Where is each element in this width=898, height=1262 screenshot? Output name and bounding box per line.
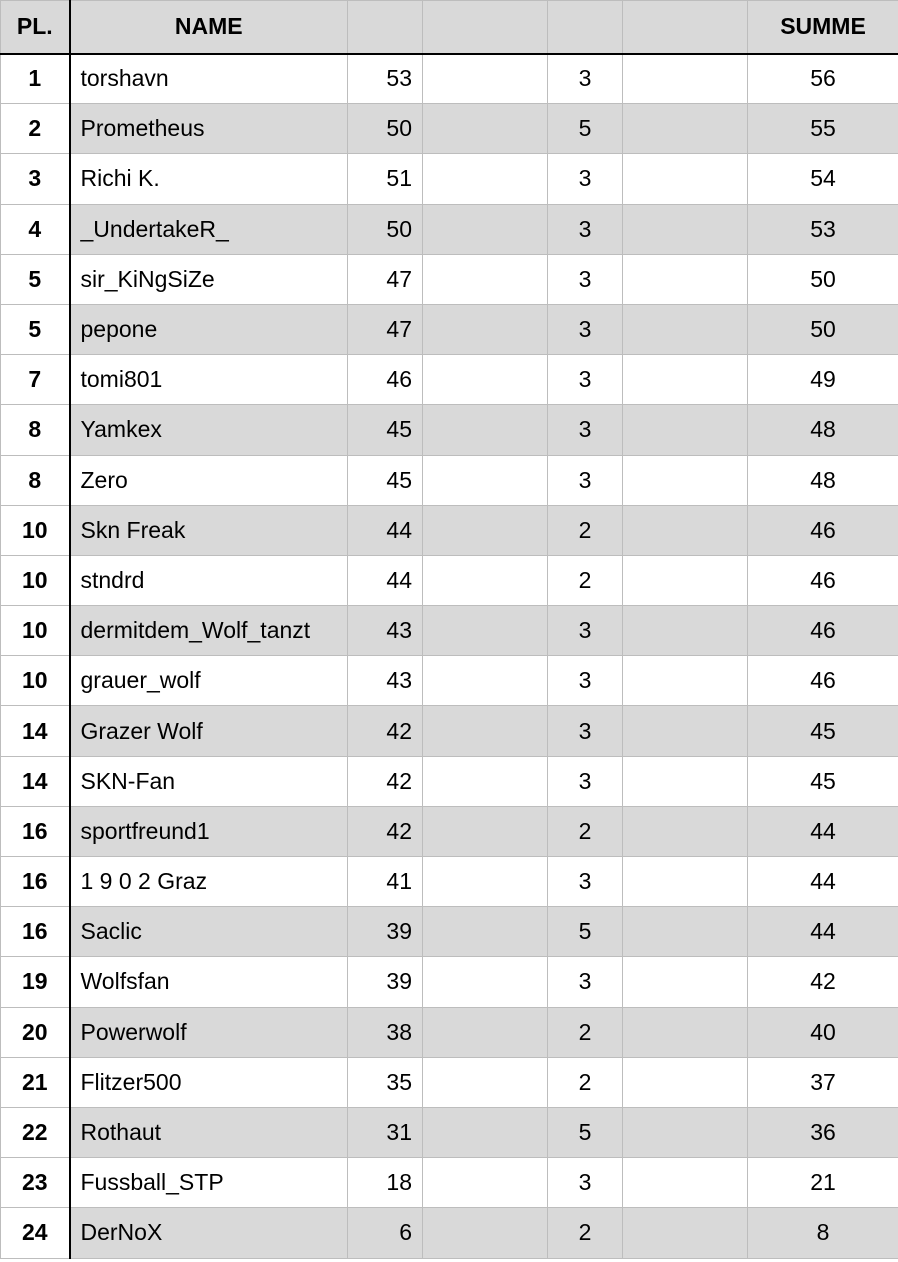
summe-cell: 55 (748, 104, 898, 154)
empty-cell (623, 756, 748, 806)
summe-cell: 45 (748, 706, 898, 756)
table-body (1, 54, 898, 1259)
player-name-cell: 1 9 0 2 Graz (70, 857, 348, 907)
empty-cell (623, 54, 748, 104)
bonus-cell: 2 (548, 555, 623, 605)
empty-cell (423, 1057, 548, 1107)
points-cell: 31 (348, 1107, 423, 1157)
empty-cell (423, 154, 548, 204)
player-name-cell: Fussball_STP (70, 1158, 348, 1208)
table-row (1, 1057, 898, 1107)
bonus-cell: 3 (548, 656, 623, 706)
summe-cell: 48 (748, 405, 898, 455)
player-name-cell: dermitdem_Wolf_tanzt (70, 606, 348, 656)
empty-cell (423, 555, 548, 605)
place-cell: 7 (1, 355, 70, 405)
table-row (1, 1158, 898, 1208)
summe-cell: 8 (748, 1208, 898, 1258)
summe-cell: 49 (748, 355, 898, 405)
empty-cell (423, 806, 548, 856)
bonus-cell: 3 (548, 405, 623, 455)
empty-cell (423, 1107, 548, 1157)
empty-cell (623, 656, 748, 706)
empty-cell (623, 254, 748, 304)
table-row (1, 1208, 898, 1258)
place-cell: 2 (1, 104, 70, 154)
points-cell: 42 (348, 706, 423, 756)
empty-cell (423, 254, 548, 304)
place-cell: 22 (1, 1107, 70, 1157)
summe-cell: 53 (748, 204, 898, 254)
table-row (1, 806, 898, 856)
empty-cell (623, 154, 748, 204)
points-cell: 46 (348, 355, 423, 405)
player-name-cell: Rothaut (70, 1107, 348, 1157)
empty-cell (423, 54, 548, 104)
empty-cell (423, 204, 548, 254)
header-col-4 (423, 1, 548, 54)
table-row (1, 857, 898, 907)
player-name-cell: SKN-Fan (70, 756, 348, 806)
place-cell: 10 (1, 606, 70, 656)
bonus-cell: 3 (548, 204, 623, 254)
bonus-cell: 3 (548, 1158, 623, 1208)
table-row (1, 756, 898, 806)
table-row (1, 555, 898, 605)
empty-cell (623, 706, 748, 756)
table-row (1, 405, 898, 455)
bonus-cell: 3 (548, 706, 623, 756)
points-cell: 45 (348, 405, 423, 455)
bonus-cell: 3 (548, 304, 623, 354)
bonus-cell: 2 (548, 806, 623, 856)
table-row (1, 606, 898, 656)
player-name-cell: Wolfsfan (70, 957, 348, 1007)
empty-cell (423, 706, 548, 756)
summe-cell: 54 (748, 154, 898, 204)
bonus-cell: 3 (548, 455, 623, 505)
points-cell: 47 (348, 254, 423, 304)
bonus-cell: 3 (548, 756, 623, 806)
points-cell: 45 (348, 455, 423, 505)
player-name-cell: Powerwolf (70, 1007, 348, 1057)
empty-cell (623, 304, 748, 354)
player-name-cell: Prometheus (70, 104, 348, 154)
player-name-cell: Skn Freak (70, 505, 348, 555)
summe-cell: 50 (748, 304, 898, 354)
bonus-cell: 3 (548, 606, 623, 656)
place-cell: 21 (1, 1057, 70, 1107)
bonus-cell: 3 (548, 957, 623, 1007)
empty-cell (623, 806, 748, 856)
empty-cell (623, 455, 748, 505)
empty-cell (423, 355, 548, 405)
player-name-cell: DerNoX (70, 1208, 348, 1258)
points-cell: 44 (348, 555, 423, 605)
empty-cell (423, 656, 548, 706)
empty-cell (423, 505, 548, 555)
empty-cell (623, 1158, 748, 1208)
summe-cell: 36 (748, 1107, 898, 1157)
summe-cell: 50 (748, 254, 898, 304)
place-cell: 4 (1, 204, 70, 254)
player-name-cell: Richi K. (70, 154, 348, 204)
empty-cell (423, 455, 548, 505)
empty-cell (423, 104, 548, 154)
place-cell: 16 (1, 806, 70, 856)
empty-cell (423, 606, 548, 656)
place-cell: 5 (1, 304, 70, 354)
points-cell: 43 (348, 606, 423, 656)
points-cell: 38 (348, 1007, 423, 1057)
place-cell: 16 (1, 907, 70, 957)
bonus-cell: 2 (548, 1057, 623, 1107)
header-col-5 (548, 1, 623, 54)
points-cell: 41 (348, 857, 423, 907)
place-cell: 3 (1, 154, 70, 204)
table-row (1, 505, 898, 555)
header-name: NAME (70, 1, 348, 54)
place-cell: 10 (1, 555, 70, 605)
summe-cell: 46 (748, 505, 898, 555)
points-cell: 42 (348, 806, 423, 856)
empty-cell (623, 606, 748, 656)
player-name-cell: tomi801 (70, 355, 348, 405)
bonus-cell: 3 (548, 54, 623, 104)
table-row (1, 706, 898, 756)
points-cell: 18 (348, 1158, 423, 1208)
table-row (1, 355, 898, 405)
empty-cell (623, 857, 748, 907)
player-name-cell: sir_KiNgSiZe (70, 254, 348, 304)
summe-cell: 21 (748, 1158, 898, 1208)
player-name-cell: sportfreund1 (70, 806, 348, 856)
points-cell: 51 (348, 154, 423, 204)
place-cell: 19 (1, 957, 70, 1007)
bonus-cell: 5 (548, 104, 623, 154)
summe-cell: 56 (748, 54, 898, 104)
place-cell: 10 (1, 656, 70, 706)
empty-cell (423, 957, 548, 1007)
place-cell: 8 (1, 405, 70, 455)
points-cell: 6 (348, 1208, 423, 1258)
place-cell: 14 (1, 706, 70, 756)
table-row (1, 455, 898, 505)
empty-cell (423, 1208, 548, 1258)
empty-cell (423, 907, 548, 957)
header-col-6 (623, 1, 748, 54)
empty-cell (623, 505, 748, 555)
empty-cell (623, 355, 748, 405)
empty-cell (623, 1107, 748, 1157)
bonus-cell: 5 (548, 1107, 623, 1157)
bonus-cell: 3 (548, 355, 623, 405)
summe-cell: 37 (748, 1057, 898, 1107)
bonus-cell: 2 (548, 1007, 623, 1057)
bonus-cell: 5 (548, 907, 623, 957)
place-cell: 24 (1, 1208, 70, 1258)
bonus-cell: 3 (548, 254, 623, 304)
empty-cell (623, 405, 748, 455)
player-name-cell: grauer_wolf (70, 656, 348, 706)
place-cell: 8 (1, 455, 70, 505)
table-row (1, 254, 898, 304)
empty-cell (623, 1007, 748, 1057)
empty-cell (623, 907, 748, 957)
player-name-cell: pepone (70, 304, 348, 354)
place-cell: 23 (1, 1158, 70, 1208)
table-row (1, 154, 898, 204)
header-summe: SUMME (748, 1, 898, 54)
points-cell: 42 (348, 756, 423, 806)
table-row (1, 204, 898, 254)
table-row (1, 656, 898, 706)
player-name-cell: Grazer Wolf (70, 706, 348, 756)
player-name-cell: stndrd (70, 555, 348, 605)
empty-cell (623, 1057, 748, 1107)
points-cell: 50 (348, 104, 423, 154)
points-cell: 44 (348, 505, 423, 555)
points-cell: 39 (348, 957, 423, 1007)
bonus-cell: 2 (548, 1208, 623, 1258)
place-cell: 5 (1, 254, 70, 304)
summe-cell: 42 (748, 957, 898, 1007)
header-place: PL. (1, 1, 70, 54)
empty-cell (423, 405, 548, 455)
empty-cell (423, 1007, 548, 1057)
player-name-cell: Saclic (70, 907, 348, 957)
player-name-cell: _UndertakeR_ (70, 204, 348, 254)
player-name-cell: Yamkex (70, 405, 348, 455)
points-cell: 43 (348, 656, 423, 706)
table-row (1, 957, 898, 1007)
summe-cell: 44 (748, 857, 898, 907)
empty-cell (623, 555, 748, 605)
summe-cell: 48 (748, 455, 898, 505)
empty-cell (623, 104, 748, 154)
empty-cell (423, 857, 548, 907)
bonus-cell: 3 (548, 154, 623, 204)
summe-cell: 46 (748, 555, 898, 605)
place-cell: 14 (1, 756, 70, 806)
header-col-3 (348, 1, 423, 54)
empty-cell (423, 304, 548, 354)
table-row (1, 104, 898, 154)
summe-cell: 46 (748, 606, 898, 656)
empty-cell (623, 204, 748, 254)
player-name-cell: Zero (70, 455, 348, 505)
place-cell: 10 (1, 505, 70, 555)
place-cell: 16 (1, 857, 70, 907)
table-row (1, 304, 898, 354)
points-cell: 50 (348, 204, 423, 254)
bonus-cell: 3 (548, 857, 623, 907)
table-row (1, 907, 898, 957)
table-row (1, 54, 898, 104)
empty-cell (623, 1208, 748, 1258)
points-cell: 39 (348, 907, 423, 957)
empty-cell (423, 756, 548, 806)
table-row (1, 1007, 898, 1057)
summe-cell: 40 (748, 1007, 898, 1057)
points-cell: 53 (348, 54, 423, 104)
header-row (1, 1, 898, 54)
summe-cell: 45 (748, 756, 898, 806)
place-cell: 20 (1, 1007, 70, 1057)
player-name-cell: torshavn (70, 54, 348, 104)
bonus-cell: 2 (548, 505, 623, 555)
summe-cell: 44 (748, 806, 898, 856)
place-cell: 1 (1, 54, 70, 104)
summe-cell: 44 (748, 907, 898, 957)
table-row (1, 1107, 898, 1157)
empty-cell (423, 1158, 548, 1208)
summe-cell: 46 (748, 656, 898, 706)
player-name-cell: Flitzer500 (70, 1057, 348, 1107)
points-cell: 35 (348, 1057, 423, 1107)
empty-cell (623, 957, 748, 1007)
points-cell: 47 (348, 304, 423, 354)
